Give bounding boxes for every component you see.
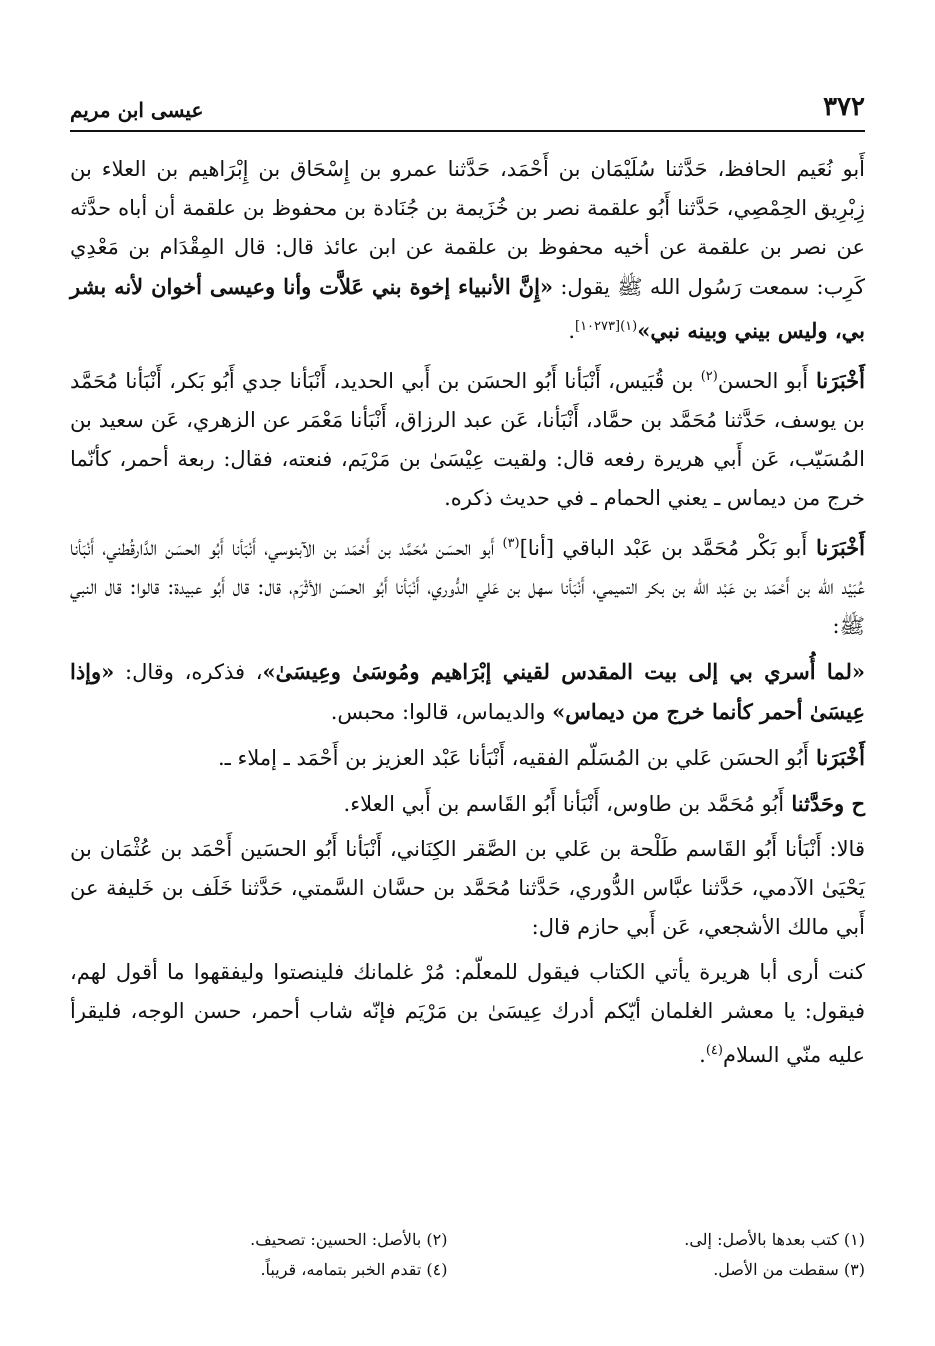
text-segment: ، فذكره، وقال:	[114, 660, 263, 684]
text-segment: بن قُبَيس، أَنْبَأنا أَبُو الحسَن بن أَبي الحديد، أَنْبَأنا جدي أَبُو بَكر، أَنْبَأنا مُحَمَّد بن يوسف، حَدَّثنا مُحَمَّد بن حمَّاد، أَنْبَأنا، عَن عبد الرزاق، أَنْبَأنا مَعْمَر عن الزهري، عَن سعيد بن المُسَيّب، عَن أَبي هريرة رفعه قال: ولقيت عِيْسَىٰ بن مَرْيَم، فنعته، فقال: ربعة أحمر، كأنّما خرج من ديماس ـ يعني الحمام ـ في حديث ذكره.	[70, 369, 865, 510]
bold-text: أَخْبَرَنا	[807, 535, 865, 560]
bold-text: «لما أُسري بي إلى بيت المقدس لقيني إبْرَاهيم ومُوسَىٰ وعِيسَىٰ»	[262, 659, 865, 684]
bold-text: ح وحَدَّثنا	[784, 791, 865, 816]
paragraph	[70, 784, 865, 824]
text-segment: والديماس، قالوا: محبس.	[330, 700, 553, 724]
main-text	[70, 150, 865, 1081]
footnote-label: (١)	[838, 1230, 865, 1249]
footnote-text: كتب بعدها بالأصل: إلى.	[684, 1230, 839, 1249]
bold-text: أَخْبَرَنا	[808, 745, 865, 770]
text-segment: أَبُو مُحَمَّد بن طاوس، أَنْبَأنا أَبُو القَاسم بن أَبي العلاء.	[343, 792, 785, 816]
footnotes	[70, 1225, 865, 1285]
footnote-ref: (٢)	[700, 369, 718, 384]
footnote-ref: (١)[١٠٢٧٣]	[575, 319, 638, 334]
footnote-ref: (٤)	[705, 1043, 723, 1058]
text-segment: أَبو بَكْر مُحَمَّد بن عَبْد الباقي [أنا]	[519, 536, 808, 560]
text-segment: قالا: أَنْبَأنا أَبُو القَاسم طَلْحة بن عَلي بن الصَّقر الكِنَاني، أَنْبَأنا أَبُو الحسَين أَحْمَد بن عُثْمَان بن يَحْيَىٰ الآدمي، حَدَّثنا عبَّاس الدُّوري، حَدَّثنا مُحَمَّد بن حسَّان السَّمتي، حَدَّثنا خَلَف بن خَليفة عن أَبي مالك الأشجعي، عَن أَبي حازم قال:	[70, 837, 865, 939]
paragraph	[70, 652, 865, 732]
footnote	[70, 1225, 448, 1255]
footnote-text: تقدم الخبر بتمامه، قريباً.	[260, 1260, 422, 1279]
paragraph	[70, 953, 865, 1075]
running-title: عيسى ابن مريم	[70, 98, 204, 122]
footnote-text: بالأصل: الحسين: تصحيف.	[250, 1230, 422, 1249]
paragraph	[70, 830, 865, 947]
footnote-ref: (٣)	[502, 536, 520, 551]
text-segment: كنت أرى أبا هريرة يأتي الكتاب فيقول للمعلّم: مُرْ غلمانك فلينصتوا وليفقهوا ما أقول لهم، فيقول: يا معشر الغلمان أيّكم أدرك عِيسَىٰ بن مَرْيَم فإنّه شاب أحمر، حسن الوجه، فليقرأ عليه منّي السلام	[70, 960, 865, 1067]
running-header	[70, 92, 865, 132]
text-segment: أَبو نُعَيم الحافظ، حَدَّثنا سُلَيْمَان بن أَحْمَد، حَدَّثنا عمرو بن إِسْحَاق بن إِبْرَاهيم بن العلاء بن زِبْرِيق الحِمْصِي، حَدَّثنا أَبُو علقمة نصر بن خُزَيمة بن جُنَادة بن محفوظ بن علقمة أن أباه حدَّثه عن نصر بن علقمة عن أخيه محفوظ بن علقمة عن ابن عائذ قال: قال المِقْدَام بن مَعْدِي كَرِب: سمعت رَسُول الله ﷺ يقول:	[70, 157, 865, 299]
text-segment: .	[699, 1043, 706, 1067]
page-number: ٣٧٢	[823, 92, 865, 122]
footnote	[488, 1225, 866, 1255]
text-segment: .	[568, 319, 575, 343]
paragraph	[70, 738, 865, 778]
text-segment: أَبُو الحسَن عَلي بن المُسَلّم الفقيه، أَنْبَأنا عَبْد العزيز بن أَحْمَد ـ إملاء ـ.	[217, 746, 809, 770]
bold-text: «إِنَّ الأنبياء إخوة بني عَلاَّت وأنا وعيسى أخوان لأنه بشر بي، وليس بيني وبينه نبي»	[70, 274, 865, 343]
paragraph	[70, 524, 865, 646]
footnote	[488, 1255, 866, 1285]
footnote-label: (٤)	[421, 1260, 448, 1279]
footnote-label: (٢)	[421, 1230, 448, 1249]
footnote-text: سقطت من الأصل.	[713, 1260, 839, 1279]
footnote-label: (٣)	[838, 1260, 865, 1279]
text-segment: أَبو الحسن	[717, 369, 809, 393]
bold-text: «وإذا عِيسَىٰ أحمر كأنما خرج من ديماس»	[70, 659, 865, 724]
footnote	[70, 1255, 448, 1285]
bold-text: أَخْبَرَنا	[808, 368, 865, 393]
paragraph	[70, 150, 865, 351]
text-segment: أَبو الحسَن مُحَمَّد بن أَحْمَد بن الآبنوسي، أَنْبَأنا أَبُو الحسَن الدَّارقُطني، أَنْبَأنا عُبَيْد الله بن أَحْمَد بن عَبْد الله بن بكر التميمي، أَنْبَأنا سهل بن عَلي الدُّوري، أَنْبَأنا أَبُو الحسَن الأثْرَم، قال: قال أَبُو عبيدة: قالوا: قال النبي ﷺ:	[70, 536, 865, 638]
paragraph	[70, 357, 865, 518]
